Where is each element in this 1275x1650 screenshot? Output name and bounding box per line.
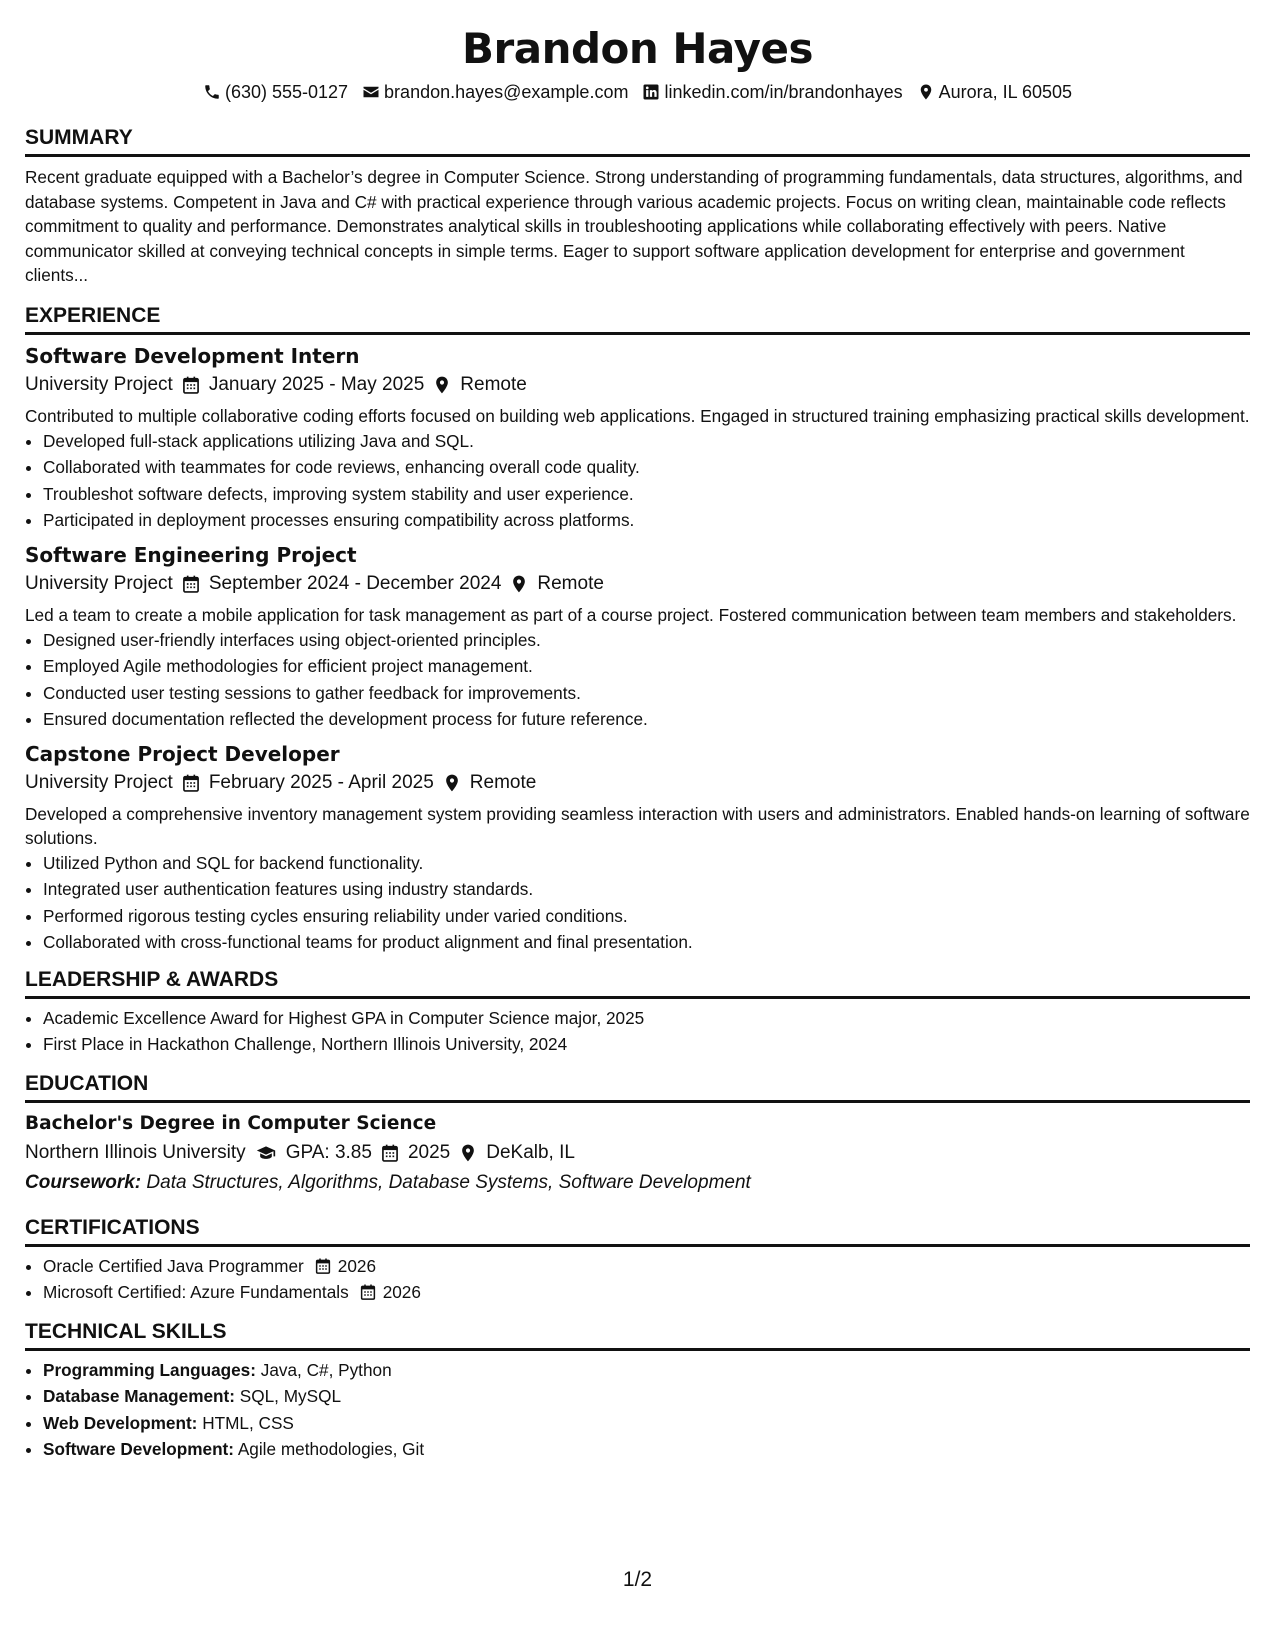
candidate-name: Brandon Hayes: [462, 24, 813, 73]
map-pin-icon: [442, 773, 462, 793]
job-meta: [25, 768, 1250, 798]
experience-entry: [25, 740, 1250, 956]
phone-text: (630) 555-0127: [224, 81, 349, 102]
contact-location: [917, 82, 1072, 103]
education-location: DeKalb, IL: [486, 1141, 575, 1163]
section-heading-skills: TECHNICAL SKILLS: [25, 1320, 1250, 1351]
job-meta: [25, 569, 1250, 599]
coursework-text: Data Structures, Algorithms, Database Systems, Software Development: [146, 1171, 751, 1193]
skill-value: Agile methodologies, Git: [237, 1439, 425, 1459]
cert-name: • Microsoft Certified: Azure Fundamentals: [43, 1282, 349, 1302]
graduation-year: 2025: [407, 1141, 451, 1163]
education-meta: [25, 1138, 1250, 1168]
list-item: [43, 1436, 1250, 1463]
calendar-icon: [380, 1143, 400, 1163]
experience-entry: [25, 342, 1250, 534]
calendar-icon: [181, 574, 201, 594]
job-title: Capstone Project Developer: [25, 741, 340, 766]
job-description: Led a team to create a mobile application for task management as part of a course project. Fostered communication between team members and stakeholders.: [25, 604, 1237, 625]
contact-phone: [203, 82, 348, 103]
job-description: Contributed to multiple collaborative coding efforts focused on building web applications. Engaged in structured training emphasizing practical skills development.: [25, 405, 1250, 426]
list-item: • First Place in Hackathon Challenge, Northern Illinois University, 2024: [43, 1031, 1250, 1058]
calendar-icon: [359, 1283, 377, 1301]
job-title: Software Engineering Project: [25, 542, 357, 567]
job-dates: September 2024 - December 2024: [208, 572, 502, 594]
job-org: University Project: [25, 771, 173, 793]
cert-year: 2026: [337, 1255, 377, 1276]
list-item: • Utilized Python and SQL for backend functionality.: [43, 850, 1250, 877]
section-heading-education: EDUCATION: [25, 1072, 1250, 1103]
list-item: • Troubleshot software defects, improving system stability and user experience.: [43, 481, 1250, 508]
list-item: • Ensured documentation reflected the development process for future reference.: [43, 706, 1250, 733]
certifications-list: [25, 1253, 1250, 1306]
contact-linkedin[interactable]: [642, 82, 902, 103]
school-name: Northern Illinois University: [25, 1141, 246, 1163]
page-number: 1/2: [622, 1568, 653, 1591]
graduation-cap-icon: [254, 1143, 278, 1163]
skill-value: Java, C#, Python: [260, 1359, 392, 1380]
contact-bar: [25, 80, 1250, 104]
map-pin-icon: [509, 574, 529, 594]
list-item: • Employed Agile methodologies for efficient project management.: [43, 653, 1250, 680]
skill-label: Programming Languages:: [43, 1359, 256, 1380]
coursework-label: Coursework:: [25, 1171, 142, 1193]
job-bullets: [25, 850, 1250, 956]
skills-list: [25, 1357, 1250, 1463]
list-item: [43, 1279, 1250, 1306]
calendar-icon: [181, 773, 201, 793]
list-item: • Integrated user authentication features using industry standards.: [43, 876, 1250, 903]
job-org: University Project: [25, 572, 173, 594]
skill-label: Web Development:: [43, 1412, 198, 1433]
list-item: • Collaborated with cross-functional teams for product alignment and final presentation.: [43, 929, 1250, 956]
job-description: Developed a comprehensive inventory management system providing seamless interaction with users and administrators. Enabled hands-on learning of software solutions.: [25, 803, 1250, 848]
linkedin-text[interactable]: linkedin.com/in/brandonhayes: [664, 81, 903, 102]
calendar-icon: [314, 1257, 332, 1275]
list-item: [43, 1410, 1250, 1437]
experience-list: [25, 342, 1250, 956]
cert-name: • Oracle Certified Java Programmer: [43, 1255, 304, 1276]
job-dates: January 2025 - May 2025: [208, 373, 425, 395]
job-location: Remote: [460, 373, 527, 395]
job-dates: February 2025 - April 2025: [208, 771, 434, 793]
list-item: • Performed rigorous testing cycles ensuring reliability under varied conditions.: [43, 903, 1250, 930]
section-heading-certifications: CERTIFICATIONS: [25, 1216, 1250, 1247]
job-bullets: [25, 627, 1250, 733]
gpa-text: GPA: 3.85: [285, 1141, 372, 1163]
section-heading-leadership: LEADERSHIP & AWARDS: [25, 968, 1250, 999]
experience-entry: [25, 541, 1250, 733]
list-item: • Collaborated with teammates for code reviews, enhancing overall code quality.: [43, 454, 1250, 481]
section-heading-experience: EXPERIENCE: [25, 304, 1250, 335]
job-meta: [25, 370, 1250, 400]
summary-text: Recent graduate equipped with a Bachelor’s degree in Computer Science. Strong understanding of programming fundamentals, data structures, algorithms, and database systems. Competent in Java and C# with practical experience through various academic projects. Focus on writing clean, maintainable code reflects commitment to quality and performance. Demonstrates analytical skills in troubleshooting applications while collaborating effectively with peers. Native communicator skilled at conveying technical concepts in simple terms. Eager to support software application development for enterprise and government clients...: [25, 167, 1243, 285]
linkedin-icon: [642, 83, 660, 101]
list-item: [43, 1253, 1250, 1280]
job-location: Remote: [469, 771, 537, 793]
list-item: • Developed full-stack applications utilizing Java and SQL.: [43, 428, 1250, 455]
list-item: • Academic Excellence Award for Highest GPA in Computer Science major, 2025: [43, 1005, 1250, 1032]
skill-label: Database Management:: [43, 1386, 235, 1406]
list-item: [43, 1383, 1250, 1410]
skill-value: HTML, CSS: [202, 1412, 294, 1433]
email-text[interactable]: brandon.hayes@example.com: [384, 81, 629, 102]
phone-icon: [203, 83, 221, 101]
skill-value: SQL, MySQL: [239, 1386, 342, 1406]
location-text: Aurora, IL 60505: [938, 81, 1073, 102]
leadership-list: [25, 1005, 1250, 1058]
job-title: Software Development Intern: [25, 343, 360, 368]
contact-email[interactable]: [362, 82, 628, 103]
list-item: • Conducted user testing sessions to gather feedback for improvements.: [43, 680, 1250, 707]
coursework-line: [25, 1168, 1250, 1198]
map-pin-icon: [458, 1143, 478, 1163]
job-bullets: [25, 428, 1250, 534]
map-pin-icon: [432, 375, 452, 395]
list-item: [43, 1357, 1250, 1384]
list-item: • Designed user-friendly interfaces using object-oriented principles.: [43, 627, 1250, 654]
envelope-icon: [362, 83, 380, 101]
skill-label: Software Development:: [43, 1439, 235, 1459]
section-heading-summary: SUMMARY: [25, 126, 1250, 157]
degree-title: Bachelor's Degree in Computer Science: [25, 1112, 437, 1134]
job-org: University Project: [25, 373, 173, 395]
cert-year: 2026: [382, 1282, 421, 1302]
map-pin-icon: [917, 83, 935, 101]
job-location: Remote: [537, 572, 604, 594]
calendar-icon: [181, 375, 201, 395]
resume-page: [25, 0, 1250, 1463]
list-item: • Participated in deployment processes ensuring compatibility across platforms.: [43, 507, 1250, 534]
